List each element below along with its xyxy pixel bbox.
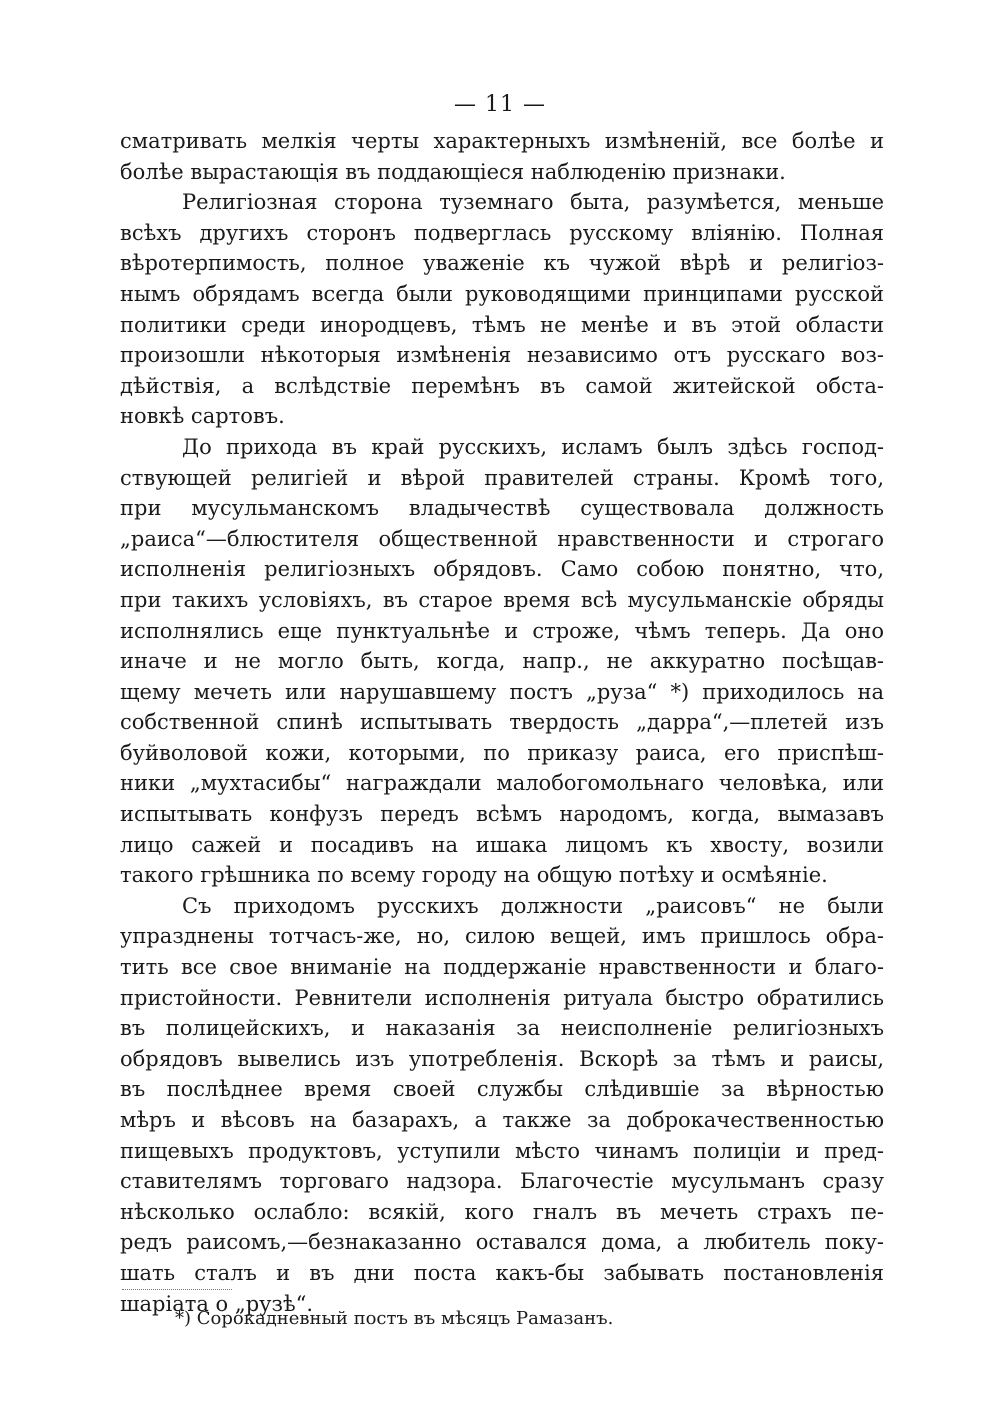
text-line: нѣсколько ослабло: всякій, кого гналъ въ мечеть страхъ пе- [120,1199,884,1224]
text-line: шаріата о „рузѣ“. [120,1291,314,1316]
text-line: произошли нѣкоторыя измѣненія независимо отъ русскаго воз- [120,343,884,368]
body-text [120,126,884,1319]
text-line: пристойности. Ревнители исполненія ритуала быстро обратились [120,985,884,1010]
text-line: испытывать конфузъ передъ всѣмъ народомъ, когда, вымазавъ [120,802,884,827]
text-line: упразднены тотчасъ-же, но, силою вещей, имъ пришлось обра- [120,924,884,949]
text-line: „раиса“—блюстителя общественной нравственности и строгаго [120,526,884,551]
text-line: вѣротерпимость, полное уваженіе къ чужой вѣрѣ и религіоз- [120,251,884,276]
text-line: Религіозная сторона туземнаго быта, разумѣется, меньше [182,190,884,215]
text-line: иначе и не могло быть, когда, напр., не аккуратно посѣщав- [120,649,884,674]
paragraph [120,432,884,891]
text-line: всѣхъ другихъ сторонъ подверглась русскому вліянію. Полная [120,220,884,245]
text-line: въ послѣднее время своей службы слѣдившіе за вѣрностью [120,1077,884,1102]
paragraph [120,891,884,1319]
text-line: лицо сажей и посадивъ на ишака лицомъ къ хвосту, возили [120,832,884,857]
text-line: ставителямъ торговаго надзора. Благочестіе мусульманъ сразу [120,1169,884,1194]
text-line: тить все свое вниманіе на поддержаніе нравственности и благо- [120,955,884,980]
text-line: щему мечеть или нарушавшему постъ „руза“ *) приходилось на [120,679,884,704]
footnote-divider [122,1289,232,1290]
paragraph [120,187,884,432]
text-line: новкѣ сартовъ. [120,404,285,429]
text-line: политики среди инородцевъ, тѣмъ не менѣе и въ этой области [120,312,884,337]
paragraph [120,126,884,187]
text-line: пищевыхъ продуктовъ, уступили мѣсто чинамъ полиціи и пред- [120,1138,884,1163]
text-line: исполненія религіозныхъ обрядовъ. Само собою понятно, что, [120,557,884,582]
text-line: буйволовой кожи, которыми, по приказу раиса, его приспѣш- [120,740,884,765]
text-line: редъ раисомъ,—безнаказанно оставался дома, а любитель поку- [120,1230,884,1255]
page-number: — 11 — [454,92,546,117]
text-line: шать сталъ и въ дни поста какъ-бы забывать постановленія [120,1260,884,1285]
footnote: *) Сорокадневный постъ въ мѣсяцъ Рамазанъ. [175,1308,614,1329]
text-line: при такихъ условіяхъ, въ старое время всѣ мусульманскіе обряды [120,587,884,612]
text-line: Съ приходомъ русскихъ должности „раисовъ“ не были [182,893,884,918]
text-line: ники „мухтасибы“ награждали малобогомольнаго человѣка, или [120,771,884,796]
text-line: ствующей религіей и вѣрой правителей страны. Кромѣ того, [120,465,884,490]
text-line: въ полицейскихъ, и наказанія за неисполненіе религіозныхъ [120,1016,884,1041]
text-line: собственной спинѣ испытывать твердость „дарра“,—плетей изъ [120,710,884,735]
text-line: мѣръ и вѣсовъ на базарахъ, а также за доброкачественностью [120,1108,884,1132]
text-line: обрядовъ вывелись изъ употребленія. Вскорѣ за тѣмъ и раисы, [120,1046,884,1071]
text-line: дѣйствія, а вслѣдствіе перемѣнъ въ самой житейской обста- [120,373,884,398]
text-line: исполнялись еще пунктуальнѣе и строже, чѣмъ теперь. Да оно [120,618,884,643]
text-line: болѣе вырастающія въ поддающіеся наблюденію признаки. [120,159,786,184]
text-line: такого грѣшника по всему городу на общую потѣху и осмѣяніе. [120,863,828,888]
text-line: сматривать мелкія черты характерныхъ измѣненій, все болѣе и [120,129,884,153]
text-line: при мусульманскомъ владычествѣ существовала должность [120,496,884,521]
text-line: нымъ обрядамъ всегда были руководящими принципами русской [120,281,884,306]
text-line: До прихода въ край русскихъ, исламъ былъ здѣсь господ- [182,434,884,459]
